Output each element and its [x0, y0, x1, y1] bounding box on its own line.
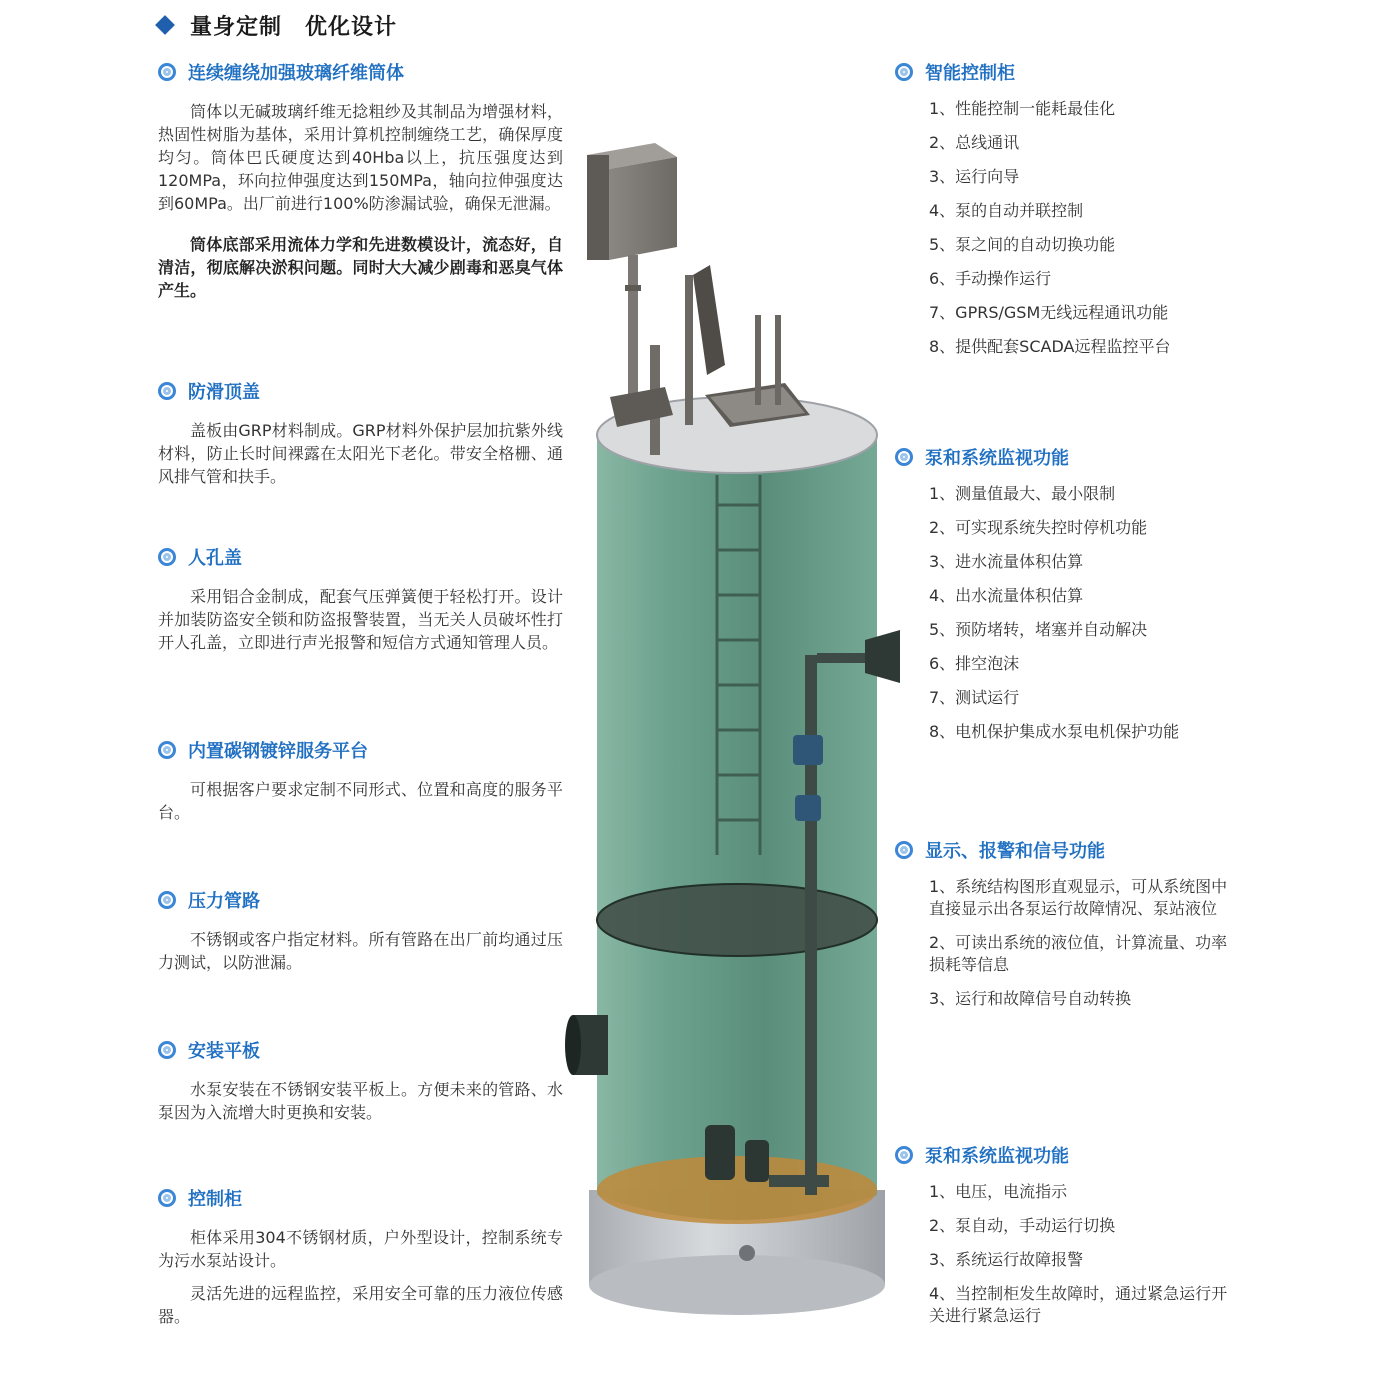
section-heading: 连续缠绕加强玻璃纤维筒体	[188, 63, 404, 84]
section-heading: 泵和系统监视功能	[925, 448, 1069, 469]
section-display-alarm	[895, 836, 1235, 1022]
list-item: 3、进水流量体积估算	[929, 552, 1084, 571]
list-item: 7、GPRS/GSM无线远程通讯功能	[929, 303, 1169, 322]
section-mounting-plate	[158, 1036, 563, 1124]
section-pressure-pipes	[158, 886, 563, 974]
ring-icon	[158, 63, 176, 81]
section-heading: 智能控制柜	[925, 63, 1015, 84]
section-pump-monitoring	[895, 443, 1235, 755]
section-antislip-cover	[158, 377, 563, 488]
feature-list	[929, 876, 1235, 1010]
ring-icon	[158, 741, 176, 759]
feature-list	[929, 483, 1235, 743]
tank-bottom	[597, 1156, 877, 1224]
list-item: 6、手动操作运行	[929, 269, 1052, 288]
list-item: 5、泵之间的自动切换功能	[929, 235, 1116, 254]
section-heading: 人孔盖	[188, 548, 242, 569]
section-paragraph: 水泵安装在不锈钢安装平板上。方便未来的管路、水泵因为入流增大时更换和安装。	[158, 1080, 563, 1122]
ring-icon	[158, 1189, 176, 1207]
section-heading: 显示、报警和信号功能	[925, 841, 1105, 862]
list-item: 2、泵自动，手动运行切换	[929, 1216, 1116, 1235]
section-paragraph: 盖板由GRP材料制成。GRP材料外保护层加抗紫外线材料，防止长时间裸露在太阳光下老化。带安全格栅、通风排气管和扶手。	[158, 421, 563, 486]
ring-icon	[895, 63, 913, 81]
section-heading: 安装平板	[188, 1041, 260, 1062]
list-item: 3、运行和故障信号自动转换	[929, 989, 1132, 1008]
list-item: 8、提供配套SCADA远程监控平台	[929, 337, 1171, 356]
tank-body	[597, 435, 877, 1220]
list-item: 1、系统结构图形直观显示，可从系统图中直接显示出各泵运行故障情况、泵站液位	[929, 877, 1228, 918]
list-item: 1、性能控制一能耗最佳化	[929, 99, 1116, 118]
section-heading: 内置碳钢镀锌服务平台	[188, 741, 368, 762]
control-cabinet-box	[587, 143, 677, 415]
ring-icon	[158, 548, 176, 566]
ring-icon	[158, 382, 176, 400]
inlet-pipe	[565, 1015, 608, 1075]
list-item: 1、测量值最大、最小限制	[929, 484, 1116, 503]
diamond-icon	[155, 15, 175, 35]
page-title-text: 量身定制 优化设计	[190, 14, 398, 40]
list-item: 2、可读出系统的液位值，计算流量、功率损耗等信息	[929, 933, 1228, 974]
section-control-cabinet	[158, 1184, 563, 1328]
feature-list	[929, 1181, 1235, 1327]
section-paragraph: 可根据客户要求定制不同形式、位置和高度的服务平台。	[158, 780, 563, 822]
section-manhole-cover	[158, 543, 563, 654]
section-service-platform	[158, 736, 563, 824]
list-item: 5、预防堵转，堵塞并自动解决	[929, 620, 1148, 639]
drain-hole	[739, 1245, 755, 1261]
pump-station-illustration	[555, 135, 900, 1380]
list-item: 4、出水流量体积估算	[929, 586, 1084, 605]
section-paragraph: 筒体以无碱玻璃纤维无捻粗纱及其制品为增强材料，热固性树脂为基体，采用计算机控制缠绕工艺，确保厚度均匀。筒体巴氏硬度达到40Hba以上，抗压强度达到120MPa，环向拉伸强度达到150MPa，轴向拉伸强度达到60MPa。出厂前进行100%防渗漏试验，确保无泄漏。	[158, 102, 563, 213]
list-item: 2、总线通讯	[929, 133, 1020, 152]
section-paragraph: 采用铝合金制成，配套气压弹簧便于轻松打开。设计并加装防盗安全锁和防盗报警装置，当无关人员破坏性打开人孔盖，立即进行声光报警和短信方式通知管理人员。	[158, 587, 563, 652]
list-item: 6、排空泡沫	[929, 654, 1020, 673]
ring-icon	[158, 1041, 176, 1059]
feature-list	[929, 98, 1235, 358]
pump-station-drawing	[555, 135, 900, 1380]
section-heading: 泵和系统监视功能	[925, 1146, 1069, 1167]
list-item: 8、电机保护集成水泵电机保护功能	[929, 722, 1180, 741]
list-item: 1、电压，电流指示	[929, 1182, 1068, 1201]
section-heading: 压力管路	[188, 891, 260, 912]
list-item: 4、泵的自动并联控制	[929, 201, 1084, 220]
section-pump-monitoring-2	[895, 1141, 1235, 1339]
section-heading: 防滑顶盖	[188, 382, 260, 403]
ring-icon	[158, 891, 176, 909]
section-smart-cabinet	[895, 58, 1235, 370]
section-bold-paragraph: 筒体底部采用流体力学和先进数模设计，流态好，自清洁，彻底解决淤积问题。同时大大减少剧毒和恶臭气体产生。	[158, 235, 563, 300]
section-fiberglass-body	[158, 58, 563, 302]
page-title	[158, 8, 397, 42]
section-paragraph: 柜体采用304不锈钢材质，户外型设计，控制系统专为污水泵站设计。	[158, 1228, 563, 1270]
section-paragraph: 不锈钢或客户指定材料。所有管路在出厂前均通过压力测试，以防泄漏。	[158, 930, 563, 972]
list-item: 7、测试运行	[929, 688, 1020, 707]
section-heading: 控制柜	[188, 1189, 242, 1210]
list-item: 3、运行向导	[929, 167, 1020, 186]
list-item: 4、当控制柜发生故障时，通过紧急运行开关进行紧急运行	[929, 1284, 1228, 1325]
list-item: 3、系统运行故障报警	[929, 1250, 1084, 1269]
list-item: 2、可实现系统失控时停机功能	[929, 518, 1148, 537]
section-paragraph: 灵活先进的远程监控，采用安全可靠的压力液位传感器。	[158, 1284, 563, 1326]
